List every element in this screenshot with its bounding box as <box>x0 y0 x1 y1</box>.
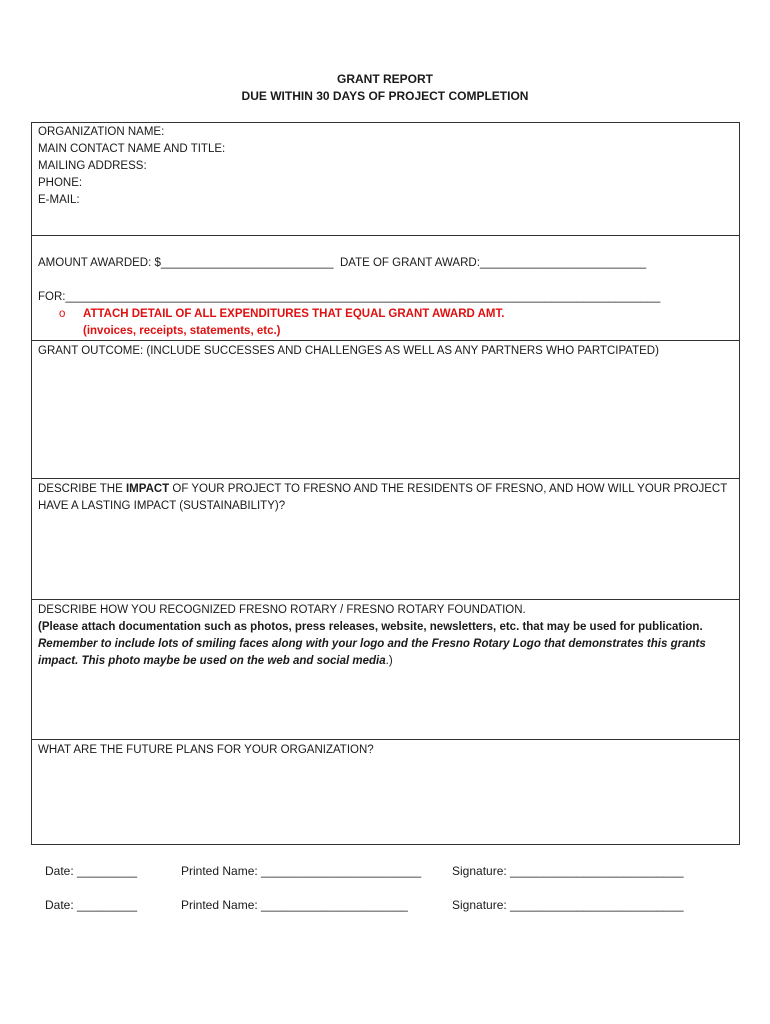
signature-field-2[interactable]: Signature: __________________________ <box>452 898 684 912</box>
recognition-reminder-close: .) <box>385 655 393 667</box>
amount-awarded-line: AMOUNT AWARDED: $___________________________ DATE OF GRANT AWARD:__________________________ <box>38 257 647 269</box>
recognition-question: DESCRIBE HOW YOU RECOGNIZED FRESNO ROTARY / FRESNO ROTARY FOUNDATION. <box>38 604 526 616</box>
main-contact-label: MAIN CONTACT NAME AND TITLE: <box>38 143 226 155</box>
title-block <box>0 71 770 105</box>
impact-section <box>32 479 739 600</box>
printed-name-field-2[interactable]: Printed Name: ______________________ <box>181 898 408 912</box>
outcome-section <box>32 341 739 479</box>
grant-outcome-label: GRANT OUTCOME: (INCLUDE SUCCESSES AND CHALLENGES AS WELL AS ANY PARTNERS WHO PARTCIPATED) <box>38 345 659 357</box>
for-line: FOR:_____________________________________________________________________________________________ <box>38 291 661 303</box>
contact-section <box>32 123 739 236</box>
mailing-address-label: MAILING ADDRESS: <box>38 160 147 172</box>
recognition-reminder: Remember to include lots of smiling faces along with your logo and the Fresno Rotary Logo that demonstrates this grants <box>38 638 706 650</box>
attach-bullet <box>38 306 733 323</box>
recognition-instructions: (Please attach documentation such as photos, press releases, website, newsletters, etc. that may be used for publication. <box>38 621 703 633</box>
recognition-section <box>32 600 739 740</box>
recognition-reminder-end <box>38 653 733 670</box>
attach-detail-text: ATTACH DETAIL OF ALL EXPENDITURES THAT EQUAL GRANT AWARD AMT. <box>83 308 505 320</box>
award-section <box>32 236 739 341</box>
org-name-label: ORGANIZATION NAME: <box>38 126 165 138</box>
report-subtitle: DUE WITHIN 30 DAYS OF PROJECT COMPLETION <box>241 89 529 103</box>
printed-name-field-1[interactable]: Printed Name: ________________________ <box>181 864 422 878</box>
impact-question-line2: HAVE A LASTING IMPACT (SUSTAINABILITY)? <box>38 500 286 512</box>
date-field-2[interactable]: Date: _________ <box>45 898 138 912</box>
impact-prefix: DESCRIBE THE <box>38 483 126 495</box>
email-label: E-MAIL: <box>38 194 80 206</box>
signature-field-1[interactable]: Signature: __________________________ <box>452 864 684 878</box>
future-plans-question: WHAT ARE THE FUTURE PLANS FOR YOUR ORGANIZATION? <box>38 744 374 756</box>
impact-bold-word: IMPACT <box>125 483 170 495</box>
impact-suffix: OF YOUR PROJECT TO FRESNO AND THE RESIDENTS OF FRESNO, AND HOW WILL YOUR PROJECT <box>169 483 728 495</box>
bullet-icon: o <box>59 308 66 320</box>
signature-row-2 <box>45 898 745 954</box>
future-section <box>32 740 739 844</box>
impact-question-line1 <box>38 481 733 498</box>
report-title: GRANT REPORT <box>337 72 433 86</box>
attach-examples: (invoices, receipts, statements, etc.) <box>83 325 281 337</box>
date-field-1[interactable]: Date: _________ <box>45 864 138 878</box>
phone-label: PHONE: <box>38 177 83 189</box>
recognition-reminder-line4: impact. This photo maybe be used on the web and social media <box>38 655 386 667</box>
form-box <box>31 122 740 845</box>
